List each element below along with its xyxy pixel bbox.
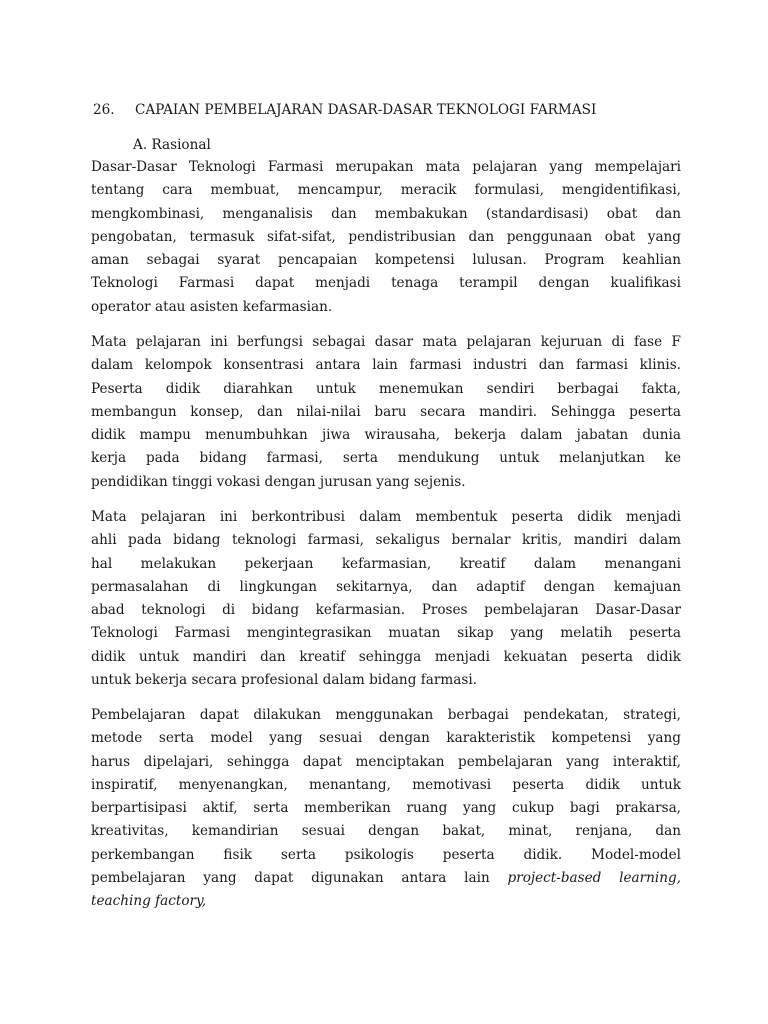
text-line: didik mampu menumbuhkan jiwa wirausaha, bekerja dalam jabatan dunia	[91, 427, 681, 444]
paragraph-rasional-4	[91, 704, 681, 914]
text-line: perkembangan fisik serta psikologis peserta didik. Model-model	[91, 846, 681, 863]
text-line: kerja pada bidang farmasi, serta mendukung untuk melanjutkan ke	[91, 450, 681, 467]
text-line: ahli pada bidang teknologi farmasi, sekaligus bernalar kritis, mandiri dalam	[91, 532, 681, 549]
text-line: berpartisipasi aktif, serta memberikan ruang yang cukup bagi prakarsa,	[91, 800, 681, 817]
subsection-heading: A. Rasional	[133, 137, 211, 153]
text-line: Dasar-Dasar Teknologi Farmasi merupakan mata pelajaran yang mempelajari	[91, 159, 681, 175]
text-line: Teknologi Farmasi mengintegrasikan muatan sikap yang melatih peserta	[91, 625, 681, 642]
section-title: CAPAIAN PEMBELAJARAN DASAR-DASAR TEKNOLOGI FARMASI	[135, 102, 597, 118]
text-line: hal melakukan pekerjaan kefarmasian, kreatif dalam menangani	[91, 555, 681, 572]
paragraph-rasional-1	[91, 156, 681, 319]
text-line: Teknologi Farmasi dapat menjadi tenaga terampil dengan kualifikasi	[91, 275, 681, 292]
text-line: Mata pelajaran ini berfungsi sebagai dasar mata pelajaran kejuruan di fase F	[91, 334, 681, 350]
text-line: abad teknologi di bidang kefarmasian. Proses pembelajaran Dasar-Dasar	[91, 602, 681, 619]
italic-term: teaching factory,	[91, 893, 207, 910]
text-line	[91, 890, 681, 913]
paragraph-rasional-3	[91, 506, 681, 692]
text-line: Mata pelajaran ini berkontribusi dalam membentuk peserta didik menjadi	[91, 509, 681, 525]
section-number: 26.	[93, 102, 115, 118]
text-line: aman sebagai syarat pencapaian kompetensi lulusan. Program keahlian	[91, 252, 681, 269]
text-line: pendidikan tinggi vokasi dengan jurusan yang sejenis.	[91, 473, 466, 490]
text-line: membangun konsep, dan nilai-nilai baru secara mandiri. Sehingga peserta	[91, 403, 681, 420]
text-line: harus dipelajari, sehingga dapat menciptakan pembelajaran yang interaktif,	[91, 753, 681, 770]
text-line: untuk bekerja secara profesional dalam bidang farmasi.	[91, 672, 477, 689]
text-line: Peserta didik diarahkan untuk menemukan sendiri berbagai fakta,	[91, 380, 681, 397]
text-line: pengobatan, termasuk sifat-sifat, pendistribusian dan penggunaan obat yang	[91, 228, 681, 245]
text-line: permasalahan di lingkungan sekitarnya, dan adaptif dengan kemajuan	[91, 578, 681, 595]
text-line	[91, 867, 681, 890]
text-line: kreativitas, kemandirian sesuai dengan bakat, minat, renjana, dan	[91, 823, 681, 840]
text-line: dalam kelompok konsentrasi antara lain farmasi industri dan farmasi klinis.	[91, 357, 681, 374]
text-line: inspiratif, menyenangkan, menantang, memotivasi peserta didik untuk	[91, 776, 681, 793]
paragraph-rasional-2	[91, 331, 681, 494]
text-line: tentang cara membuat, mencampur, meracik formulasi, mengidentifikasi,	[91, 182, 681, 199]
text-line: metode serta model yang sesuai dengan karakteristik kompetensi yang	[91, 730, 681, 747]
text-line: mengkombinasi, menganalisis dan membakukan (standardisasi) obat dan	[91, 205, 681, 222]
text-line: didik untuk mandiri dan kreatif sehingga menjadi kekuatan peserta didik	[91, 648, 681, 665]
section-heading	[93, 101, 693, 119]
italic-term: project-based learning,	[507, 870, 681, 887]
text-line: operator atau asisten kefarmasian.	[91, 298, 333, 315]
text-fragment: pembelajaran yang dapat digunakan antara lain	[91, 870, 490, 887]
text-line: Pembelajaran dapat dilakukan menggunakan berbagai pendekatan, strategi,	[91, 707, 681, 723]
